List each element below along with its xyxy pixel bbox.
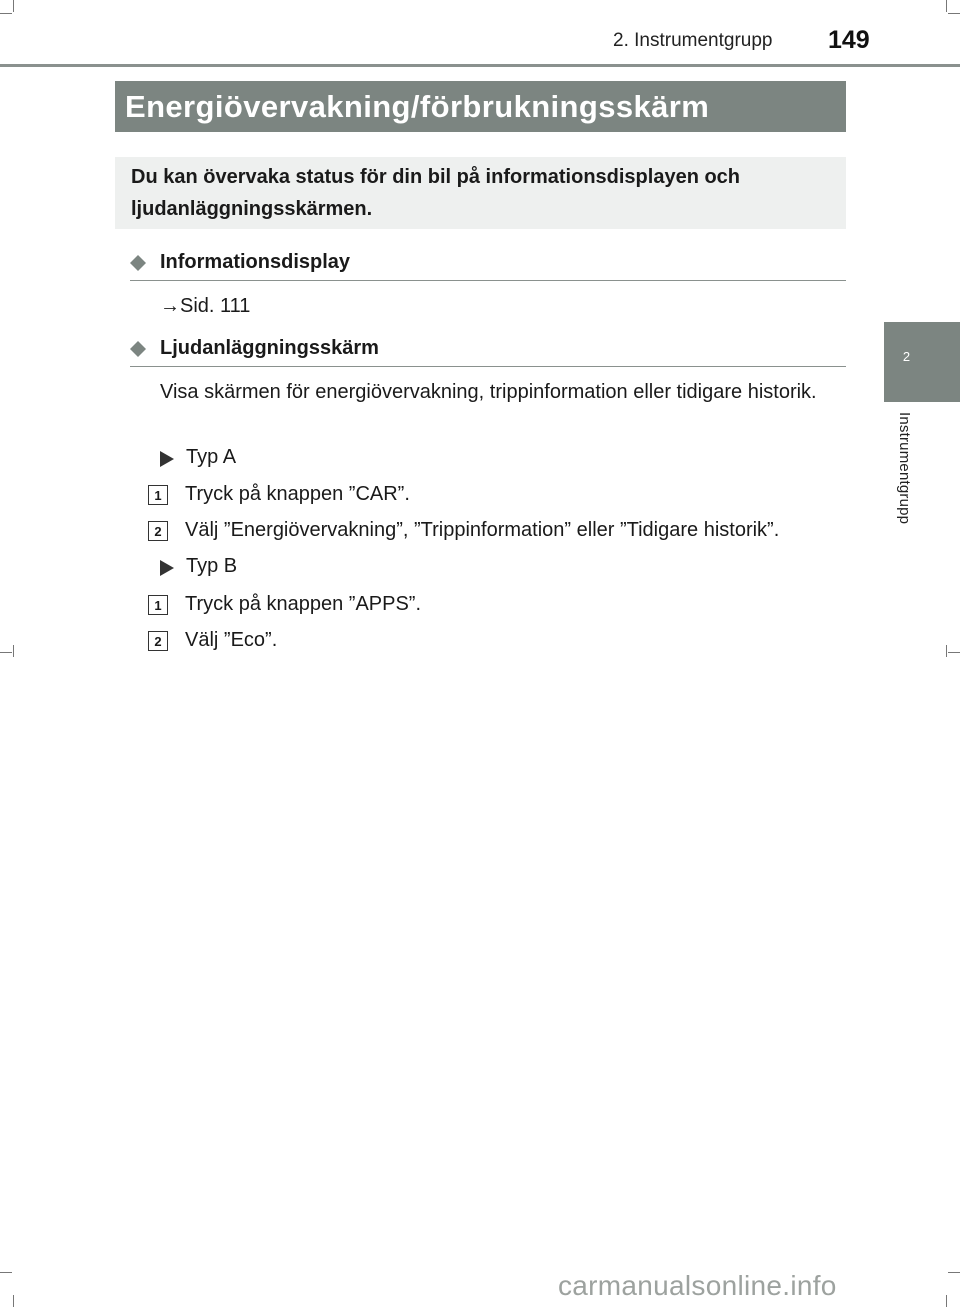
page-reference-link[interactable]: →Sid. 111 bbox=[160, 295, 251, 317]
step-number: 2 bbox=[148, 631, 168, 651]
section-divider bbox=[130, 280, 846, 281]
type-label: Typ A bbox=[186, 446, 237, 468]
chapter-number: 2 bbox=[902, 349, 911, 364]
crop-mark bbox=[948, 13, 960, 14]
crop-mark bbox=[948, 1272, 960, 1273]
crop-mark bbox=[948, 652, 960, 653]
section-heading-label: Ljudanläggningsskärm bbox=[160, 337, 379, 359]
section-divider bbox=[130, 366, 846, 367]
step-text: Tryck på knappen ”CAR”. bbox=[185, 483, 410, 505]
diamond-icon bbox=[130, 341, 146, 357]
step-text: Tryck på knappen ”APPS”. bbox=[185, 593, 422, 615]
chapter-label bbox=[892, 412, 922, 582]
crop-mark bbox=[0, 13, 12, 14]
intro-text: Du kan övervaka status för din bil på informationsdisplayen och ljudanläggningsskärmen. bbox=[131, 166, 741, 220]
step-number: 1 bbox=[148, 485, 168, 505]
watermark: carmanualsonline.info bbox=[558, 1270, 837, 1301]
diamond-icon bbox=[130, 255, 146, 271]
intro-box bbox=[115, 157, 846, 229]
triangle-right-icon bbox=[160, 451, 174, 467]
crop-mark bbox=[0, 1272, 12, 1273]
page-title: Energiövervakning/förbrukningsskärm bbox=[125, 89, 710, 124]
step-number: 1 bbox=[148, 595, 168, 615]
crop-mark bbox=[13, 645, 14, 657]
section-heading-informationsdisplay bbox=[130, 251, 846, 281]
crop-mark bbox=[13, 1295, 14, 1307]
crop-mark bbox=[946, 0, 947, 12]
running-header: 2. Instrumentgrupp bbox=[613, 30, 773, 51]
title-bar bbox=[115, 81, 846, 132]
section-heading-label: Informationsdisplay bbox=[160, 251, 351, 273]
triangle-right-icon bbox=[160, 560, 174, 576]
header-divider bbox=[0, 64, 960, 67]
crop-mark bbox=[946, 645, 947, 657]
page-number: 149 bbox=[828, 26, 870, 54]
crop-mark bbox=[946, 1295, 947, 1307]
step-text: Välj ”Energiövervakning”, ”Trippinformation” eller ”Tidigare historik”. bbox=[185, 519, 780, 541]
chapter-tab[interactable] bbox=[884, 322, 960, 402]
type-label: Typ B bbox=[186, 555, 238, 577]
crop-mark bbox=[13, 0, 14, 12]
chapter-label-text: Instrumentgrupp bbox=[896, 412, 913, 525]
step-text: Välj ”Eco”. bbox=[185, 629, 278, 651]
step-number: 2 bbox=[148, 521, 168, 541]
section-heading-ljudanlaggningsskarm bbox=[130, 337, 846, 367]
section-paragraph: Visa skärmen för energiövervakning, trippinformation eller tidigare historik. bbox=[160, 381, 817, 403]
crop-mark bbox=[0, 652, 12, 653]
